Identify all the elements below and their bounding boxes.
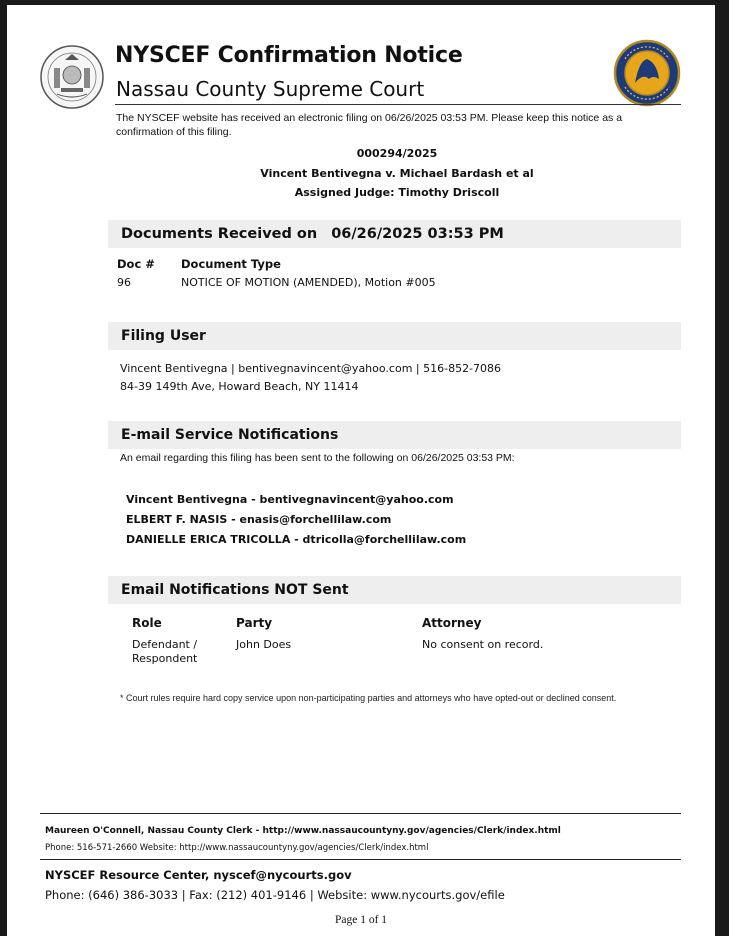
footer-divider-bottom — [40, 859, 681, 860]
party-value: John Does — [236, 638, 292, 651]
resource-contact: Phone: (646) 386-3033 | Fax: (212) 401-9146 | Website: www.nycourts.gov/efile — [45, 888, 505, 902]
email-notifications-section-header: E-mail Service Notifications — [108, 421, 681, 449]
document-type: NOTICE OF MOTION (AMENDED), Motion #005 — [181, 276, 436, 289]
assigned-judge: Assigned Judge: Timothy Driscoll — [294, 186, 500, 199]
clerk-contact: Phone: 516-571-2660 Website: http://www.nassaucountyny.gov/agencies/Clerk/index.html — [45, 843, 429, 853]
header-divider — [115, 104, 681, 105]
doc-number: 96 — [117, 276, 131, 289]
documents-timestamp: 06/26/2025 03:53 PM — [331, 226, 504, 242]
attorney-value: No consent on record. — [422, 638, 544, 651]
nassau-county-seal-icon — [613, 39, 681, 107]
new-york-state-seal-icon — [39, 42, 105, 112]
list-item: Vincent Bentivegna - bentivegnavincent@yahoo.com — [126, 493, 454, 506]
party-header: Party — [236, 616, 273, 630]
court-name: Nassau County Supreme Court — [116, 77, 425, 101]
intro-text: The NYSCEF website has received an electronic filing on 06/26/2025 03:53 PM. Please keep this notice as a confirmation of this filing. — [116, 112, 623, 138]
filing-user-contact: Vincent Bentivegna | bentivegnavincent@yahoo.com | 516-852-7086 — [120, 362, 502, 375]
case-info — [107, 144, 687, 203]
documents-section-header — [108, 220, 681, 248]
list-item: DANIELLE ERICA TRICOLLA - dtricolla@forchellilaw.com — [126, 533, 467, 546]
role-header: Role — [132, 616, 162, 630]
filing-user-section-header: Filing User — [108, 322, 681, 350]
page-title: NYSCEF Confirmation Notice — [115, 43, 463, 68]
filing-user-address: 84-39 149th Ave, Howard Beach, NY 11414 — [120, 380, 359, 393]
doc-number-header: Doc # — [117, 257, 155, 271]
page-number: Page 1 of 1 — [334, 914, 388, 926]
footer-divider-top — [40, 813, 681, 814]
role-value-line1: Defendant / — [132, 638, 198, 651]
case-caption: Vincent Bentivegna v. Michael Bardash et al — [260, 166, 534, 180]
document-type-header: Document Type — [181, 257, 281, 271]
resource-center: NYSCEF Resource Center, nyscef@nycourts.gov — [45, 868, 352, 882]
not-sent-section-header: Email Notifications NOT Sent — [108, 576, 681, 604]
index-number: 000294/2025 — [356, 147, 438, 160]
email-notifications-intro: An email regarding this filing has been sent to the following on 06/26/2025 03:53 PM: — [120, 452, 515, 464]
document-page — [7, 5, 715, 936]
hard-copy-note: * Court rules require hard copy service upon non-participating parties and attorneys who have opted-out or declined consent. — [120, 693, 617, 703]
documents-heading: Documents Received on — [121, 226, 318, 242]
list-item: ELBERT F. NASIS - enasis@forchellilaw.com — [126, 513, 392, 526]
clerk-info: Maureen O'Connell, Nassau County Clerk - http://www.nassaucountyny.gov/agencies/Clerk/index.html — [45, 826, 561, 836]
role-value-line2: Respondent — [132, 652, 198, 665]
attorney-header: Attorney — [422, 616, 482, 630]
